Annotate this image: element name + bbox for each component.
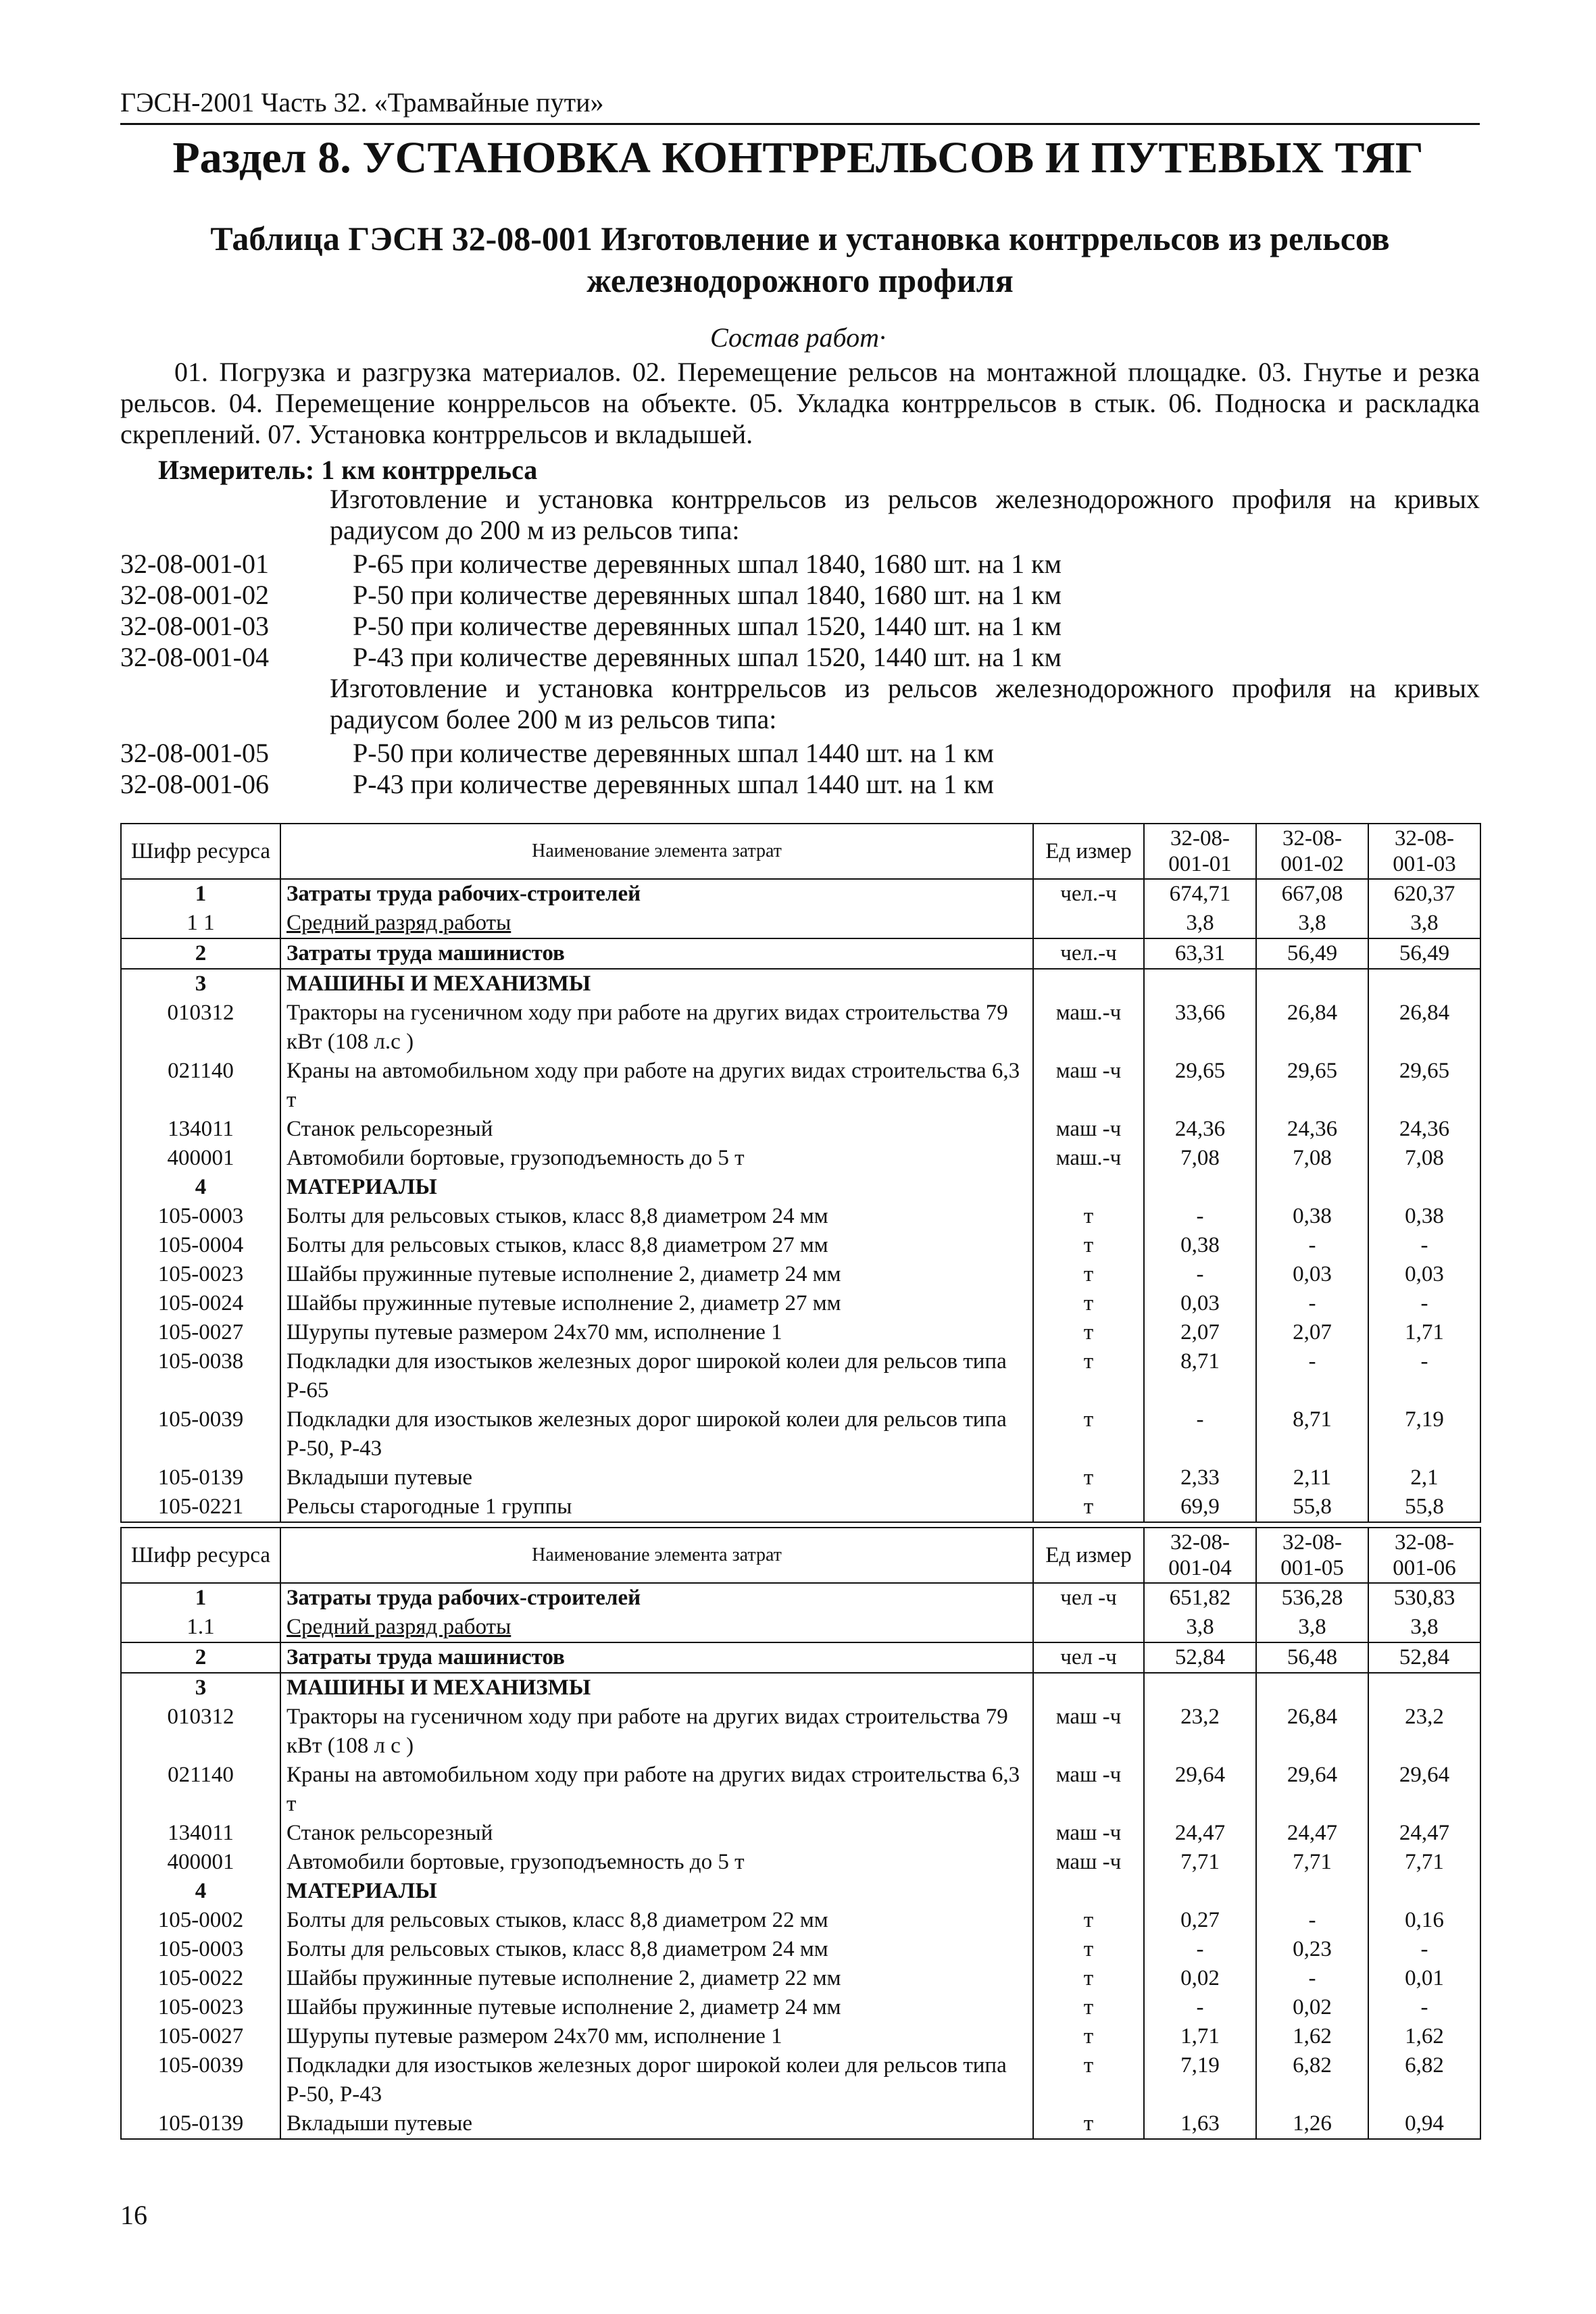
cell-value: 0,38 xyxy=(1368,1202,1480,1231)
cell-code: 4 xyxy=(121,1173,280,1202)
cell-value: 651,82 xyxy=(1144,1583,1256,1613)
cell-unit xyxy=(1033,1613,1144,1642)
cell-unit: чел.-ч xyxy=(1033,938,1144,969)
header-name: Наименование элемента затрат xyxy=(280,824,1033,879)
cell-value: 0,03 xyxy=(1144,1289,1256,1318)
norm-code: 32-08-001-03 xyxy=(120,611,269,641)
cell-value: 29,65 xyxy=(1256,1057,1368,1115)
norm-description: Р-50 при количестве деревянных шпал 1840, 1680 шт. на 1 км xyxy=(353,580,1062,610)
cell-value: 26,84 xyxy=(1256,1703,1368,1761)
cell-value xyxy=(1144,1877,1256,1906)
cell-value: 536,28 xyxy=(1256,1583,1368,1613)
cell-code: 105-0221 xyxy=(121,1492,280,1522)
cell-unit xyxy=(1033,909,1144,938)
cell-code: 105-0039 xyxy=(121,2051,280,2109)
cell-value xyxy=(1368,1673,1480,1703)
cell-unit: чел -ч xyxy=(1033,1583,1144,1613)
cell-name: Шайбы пружинные путевые исполнение 2, диаметр 22 мм xyxy=(280,1964,1033,1993)
norm-code: 32-08-001-06 xyxy=(120,769,269,799)
table-row xyxy=(121,1819,1480,1848)
cell-value: 69,9 xyxy=(1144,1492,1256,1522)
group1-description: Изготовление и установка контррельсов из рельсов железнодорожного профиля на кривых радиусом до 200 м из рельсов типа: xyxy=(330,484,1480,545)
table-row xyxy=(121,999,1480,1057)
cell-code: 105-0004 xyxy=(121,1231,280,1260)
table-row xyxy=(121,969,1480,999)
cell-value: - xyxy=(1368,1231,1480,1260)
cell-value: 24,36 xyxy=(1368,1115,1480,1144)
cell-value: 0,01 xyxy=(1368,1964,1480,1993)
cell-code: 1.1 xyxy=(121,1613,280,1642)
header-col: 32-08-001-05 xyxy=(1256,1528,1368,1583)
cell-value: 2,1 xyxy=(1368,1463,1480,1492)
cell-unit: маш -ч xyxy=(1033,1761,1144,1819)
cell-name: Рельсы старогодные 1 группы xyxy=(280,1492,1033,1522)
table-row xyxy=(121,1231,1480,1260)
cell-unit: т xyxy=(1033,1318,1144,1347)
cell-value: 2,07 xyxy=(1144,1318,1256,1347)
cell-name: МАШИНЫ И МЕХАНИЗМЫ xyxy=(280,1673,1033,1703)
table-row xyxy=(121,2022,1480,2051)
cell-value: - xyxy=(1368,1935,1480,1964)
cell-code: 105-0027 xyxy=(121,2022,280,2051)
cell-code: 1 1 xyxy=(121,909,280,938)
cell-value: 7,19 xyxy=(1368,1405,1480,1463)
table-row xyxy=(121,1289,1480,1318)
table-row xyxy=(121,1115,1480,1144)
header-col: 32-08-001-02 xyxy=(1256,824,1368,879)
cell-value: 2,07 xyxy=(1256,1318,1368,1347)
table-row xyxy=(121,2051,1480,2109)
cell-value: 26,84 xyxy=(1256,999,1368,1057)
cell-value: 1,62 xyxy=(1368,2022,1480,2051)
cell-value: 1,71 xyxy=(1144,2022,1256,2051)
cell-value: 8,71 xyxy=(1256,1405,1368,1463)
cell-value: 55,8 xyxy=(1368,1492,1480,1522)
cell-value: 23,2 xyxy=(1368,1703,1480,1761)
cell-name: МАШИНЫ И МЕХАНИЗМЫ xyxy=(280,969,1033,999)
cell-value: 26,84 xyxy=(1368,999,1480,1057)
cell-name: Подкладки для изостыков железных дорог широкой колеи для рельсов типа Р-50, Р-43 xyxy=(280,1405,1033,1463)
norm-description: Р-43 при количестве деревянных шпал 1520, 1440 шт. на 1 км xyxy=(353,642,1062,672)
cell-code: 1 xyxy=(121,879,280,909)
cell-code: 105-0023 xyxy=(121,1260,280,1289)
cell-unit: т xyxy=(1033,2022,1144,2051)
table-row xyxy=(121,1492,1480,1522)
table-row xyxy=(121,938,1480,969)
cell-name: Вкладыши путевые xyxy=(280,1463,1033,1492)
cell-value: 24,36 xyxy=(1256,1115,1368,1144)
cell-code: 400001 xyxy=(121,1144,280,1173)
cell-unit: т xyxy=(1033,1935,1144,1964)
norm-code: 32-08-001-01 xyxy=(120,549,269,579)
table-row xyxy=(121,909,1480,938)
header-col: 32-08-001-03 xyxy=(1368,824,1480,879)
cell-unit: маш -ч xyxy=(1033,1819,1144,1848)
cell-name: Болты для рельсовых стыков, класс 8,8 диаметром 22 мм xyxy=(280,1906,1033,1935)
cell-unit: маш -ч xyxy=(1033,1057,1144,1115)
table-row xyxy=(121,1993,1480,2022)
running-header: ГЭСН-2001 Часть 32. «Трамвайные пути» xyxy=(120,87,604,118)
cell-value: 0,03 xyxy=(1256,1260,1368,1289)
cell-value: 7,08 xyxy=(1256,1144,1368,1173)
cell-name: Краны на автомобильном ходу при работе на других видах строительства 6,3 т xyxy=(280,1761,1033,1819)
cell-value: 0,38 xyxy=(1144,1231,1256,1260)
table-row xyxy=(121,1761,1480,1819)
cell-unit: т xyxy=(1033,1202,1144,1231)
cell-value: - xyxy=(1256,1231,1368,1260)
cell-name: Затраты труда рабочих-строителей xyxy=(280,879,1033,909)
cell-name: Шурупы путевые размером 24х70 мм, исполнение 1 xyxy=(280,2022,1033,2051)
cell-value: 24,47 xyxy=(1256,1819,1368,1848)
header-rule xyxy=(120,123,1480,125)
cell-unit: т xyxy=(1033,2051,1144,2109)
cell-value: - xyxy=(1256,1906,1368,1935)
code-row xyxy=(120,738,994,769)
table-row xyxy=(121,1673,1480,1703)
norm-description: Р-50 при количестве деревянных шпал 1440 шт. на 1 км xyxy=(353,738,994,768)
cell-unit: т xyxy=(1033,1492,1144,1522)
table-row xyxy=(121,1057,1480,1115)
cell-unit: т xyxy=(1033,1347,1144,1405)
cell-name: Подкладки для изостыков железных дорог широкой колеи для рельсов типа Р-65 xyxy=(280,1347,1033,1405)
cell-name: Средний разряд работы xyxy=(280,909,1033,938)
cell-unit xyxy=(1033,1673,1144,1703)
cell-unit: т xyxy=(1033,1405,1144,1463)
header-col: 32-08-001-04 xyxy=(1144,1528,1256,1583)
cell-value xyxy=(1256,1173,1368,1202)
cell-value: 7,71 xyxy=(1256,1848,1368,1877)
cell-value xyxy=(1368,969,1480,999)
cell-value xyxy=(1368,1877,1480,1906)
cell-value: 6,82 xyxy=(1368,2051,1480,2109)
cell-value: 0,94 xyxy=(1368,2109,1480,2139)
cell-value: - xyxy=(1256,1289,1368,1318)
cell-value: 3,8 xyxy=(1368,1613,1480,1642)
cell-value: 52,84 xyxy=(1144,1642,1256,1673)
code-row xyxy=(120,611,1062,642)
table-row xyxy=(121,2109,1480,2139)
cell-value: 23,2 xyxy=(1144,1703,1256,1761)
cell-value: 0,03 xyxy=(1368,1260,1480,1289)
cell-value: 0,23 xyxy=(1256,1935,1368,1964)
cell-value: 56,49 xyxy=(1256,938,1368,969)
cell-value: 667,08 xyxy=(1256,879,1368,909)
cell-value: 8,71 xyxy=(1144,1347,1256,1405)
code-row xyxy=(120,580,1062,611)
cell-value: 29,64 xyxy=(1368,1761,1480,1819)
table-row xyxy=(121,1347,1480,1405)
cell-unit: маш -ч xyxy=(1033,1848,1144,1877)
cell-name: Вкладыши путевые xyxy=(280,2109,1033,2139)
cell-unit: маш.-ч xyxy=(1033,999,1144,1057)
table-row xyxy=(121,1405,1480,1463)
page-number: 16 xyxy=(120,2200,147,2230)
cell-value: 0,16 xyxy=(1368,1906,1480,1935)
cell-code: 105-0039 xyxy=(121,1405,280,1463)
cell-value: 1,62 xyxy=(1256,2022,1368,2051)
cell-value: 7,71 xyxy=(1368,1848,1480,1877)
cell-name: Затраты труда рабочих-строителей xyxy=(280,1583,1033,1613)
cell-unit: т xyxy=(1033,2109,1144,2139)
cell-code: 010312 xyxy=(121,999,280,1057)
table-row xyxy=(121,1906,1480,1935)
cell-value: 63,31 xyxy=(1144,938,1256,969)
cell-value: 29,65 xyxy=(1144,1057,1256,1115)
cell-value xyxy=(1368,1173,1480,1202)
cell-unit: чел -ч xyxy=(1033,1642,1144,1673)
cell-value: 7,71 xyxy=(1144,1848,1256,1877)
cell-name: Шурупы путевые размером 24х70 мм, исполнение 1 xyxy=(280,1318,1033,1347)
cell-code: 021140 xyxy=(121,1761,280,1819)
cell-value: 2,33 xyxy=(1144,1463,1256,1492)
table-row xyxy=(121,1642,1480,1673)
cell-code: 134011 xyxy=(121,1115,280,1144)
cell-value: 674,71 xyxy=(1144,879,1256,909)
cell-code: 010312 xyxy=(121,1703,280,1761)
cell-value: 56,48 xyxy=(1256,1642,1368,1673)
table-row xyxy=(121,1935,1480,1964)
cell-code: 105-0139 xyxy=(121,1463,280,1492)
header-code: Шифр ресурса xyxy=(121,824,280,879)
cell-unit: т xyxy=(1033,1906,1144,1935)
cell-code: 3 xyxy=(121,1673,280,1703)
cell-value: 1,71 xyxy=(1368,1318,1480,1347)
cell-value: 7,19 xyxy=(1144,2051,1256,2109)
table-row xyxy=(121,1173,1480,1202)
table-row xyxy=(121,1202,1480,1231)
cell-value xyxy=(1144,1173,1256,1202)
cell-value: 3,8 xyxy=(1144,1613,1256,1642)
cell-code: 3 xyxy=(121,969,280,999)
cell-unit: т xyxy=(1033,1260,1144,1289)
code-row xyxy=(120,549,1062,580)
cell-value: 7,08 xyxy=(1368,1144,1480,1173)
cell-value: 29,65 xyxy=(1368,1057,1480,1115)
header-unit: Ед измер xyxy=(1033,824,1144,879)
cell-value: - xyxy=(1144,1260,1256,1289)
cell-value: 29,64 xyxy=(1144,1761,1256,1819)
cell-code: 105-0038 xyxy=(121,1347,280,1405)
cell-value: - xyxy=(1144,1993,1256,2022)
cell-code: 4 xyxy=(121,1877,280,1906)
cell-value xyxy=(1256,969,1368,999)
table-row xyxy=(121,879,1480,909)
cell-code: 105-0027 xyxy=(121,1318,280,1347)
table-row xyxy=(121,1964,1480,1993)
cell-unit: т xyxy=(1033,1231,1144,1260)
cell-name: Автомобили бортовые, грузоподъемность до 5 т xyxy=(280,1144,1033,1173)
cell-unit: т xyxy=(1033,1463,1144,1492)
cell-value: 24,47 xyxy=(1368,1819,1480,1848)
cell-code: 2 xyxy=(121,938,280,969)
norm-code: 32-08-001-04 xyxy=(120,642,269,672)
cell-value: 56,49 xyxy=(1368,938,1480,969)
cell-code: 105-0024 xyxy=(121,1289,280,1318)
cell-unit: маш.-ч xyxy=(1033,1144,1144,1173)
table-row xyxy=(121,1583,1480,1613)
cell-value: 3,8 xyxy=(1256,909,1368,938)
cell-name: Шайбы пружинные путевые исполнение 2, диаметр 24 мм xyxy=(280,1260,1033,1289)
cell-value xyxy=(1256,1877,1368,1906)
cell-value: - xyxy=(1256,1347,1368,1405)
cell-value: 1,63 xyxy=(1144,2109,1256,2139)
cell-value xyxy=(1144,969,1256,999)
table-title: Таблица ГЭСН 32-08-001 Изготовление и установка контррельсов из рельсов железнодорожного профиля xyxy=(210,220,1390,299)
cell-code: 105-0139 xyxy=(121,2109,280,2139)
cell-name: Станок рельсорезный xyxy=(280,1115,1033,1144)
cell-code: 2 xyxy=(121,1642,280,1673)
norm-description: Р-43 при количестве деревянных шпал 1440 шт. на 1 км xyxy=(353,769,994,799)
cell-name: Станок рельсорезный xyxy=(280,1819,1033,1848)
cell-value xyxy=(1144,1673,1256,1703)
cell-name: Автомобили бортовые, грузоподъемность до 5 т xyxy=(280,1848,1033,1877)
cell-value: 7,08 xyxy=(1144,1144,1256,1173)
table-row xyxy=(121,1318,1480,1347)
cell-name: Тракторы на гусеничном ходу при работе на других видах строительства 79 кВт (108 л.с ) xyxy=(280,999,1033,1057)
cell-code: 105-0002 xyxy=(121,1906,280,1935)
header-col: 32-08-001-01 xyxy=(1144,824,1256,879)
cell-value: 1,26 xyxy=(1256,2109,1368,2139)
unit-of-measure: Измеритель: 1 км контррельса xyxy=(158,455,538,485)
cell-value: - xyxy=(1144,1202,1256,1231)
header-code: Шифр ресурса xyxy=(121,1528,280,1583)
norm-description: Р-50 при количестве деревянных шпал 1520, 1440 шт. на 1 км xyxy=(353,611,1062,641)
cell-value: - xyxy=(1368,1993,1480,2022)
cell-name: Затраты труда машинистов xyxy=(280,1642,1033,1673)
cell-code: 105-0022 xyxy=(121,1964,280,1993)
cell-unit xyxy=(1033,969,1144,999)
cell-name: Шайбы пружинные путевые исполнение 2, диаметр 24 мм xyxy=(280,1993,1033,2022)
cell-value: 0,27 xyxy=(1144,1906,1256,1935)
cell-value: 24,47 xyxy=(1144,1819,1256,1848)
table-row xyxy=(121,1877,1480,1906)
cell-value: 24,36 xyxy=(1144,1115,1256,1144)
cell-unit: т xyxy=(1033,1289,1144,1318)
group2-description: Изготовление и установка контррельсов из рельсов железнодорожного профиля на кривых радиусом более 200 м из рельсов типа: xyxy=(330,673,1480,734)
cell-value: - xyxy=(1368,1289,1480,1318)
cell-code: 400001 xyxy=(121,1848,280,1877)
cell-name: Затраты труда машинистов xyxy=(280,938,1033,969)
cell-value: - xyxy=(1256,1964,1368,1993)
code-row xyxy=(120,769,994,800)
cell-value: 3,8 xyxy=(1144,909,1256,938)
table-row xyxy=(121,1848,1480,1877)
cell-name: МАТЕРИАЛЫ xyxy=(280,1877,1033,1906)
cell-value: 2,11 xyxy=(1256,1463,1368,1492)
table-row xyxy=(121,1613,1480,1642)
cell-value: - xyxy=(1144,1405,1256,1463)
cell-value: 0,02 xyxy=(1144,1964,1256,1993)
cell-value: 3,8 xyxy=(1368,909,1480,938)
cell-value: - xyxy=(1368,1347,1480,1405)
norm-description: Р-65 при количестве деревянных шпал 1840, 1680 шт. на 1 км xyxy=(353,549,1062,579)
cell-unit xyxy=(1033,1173,1144,1202)
cell-name: Шайбы пружинные путевые исполнение 2, диаметр 27 мм xyxy=(280,1289,1033,1318)
cell-code: 105-0003 xyxy=(121,1202,280,1231)
cell-unit: т xyxy=(1033,1964,1144,1993)
header-col: 32-08-001-06 xyxy=(1368,1528,1480,1583)
table-row xyxy=(121,1703,1480,1761)
cell-name: Болты для рельсовых стыков, класс 8,8 диаметром 27 мм xyxy=(280,1231,1033,1260)
resource-table-2 xyxy=(120,1527,1481,2140)
cell-name: Болты для рельсовых стыков, класс 8,8 диаметром 24 мм xyxy=(280,1202,1033,1231)
cell-value: - xyxy=(1144,1935,1256,1964)
cell-name: Подкладки для изостыков железных дорог широкой колеи для рельсов типа Р-50, Р-43 xyxy=(280,2051,1033,2109)
cell-value: 33,66 xyxy=(1144,999,1256,1057)
cell-unit: маш -ч xyxy=(1033,1703,1144,1761)
cell-unit: т xyxy=(1033,1993,1144,2022)
norm-code: 32-08-001-02 xyxy=(120,580,269,610)
cell-code: 021140 xyxy=(121,1057,280,1115)
table-row xyxy=(121,1260,1480,1289)
cell-code: 1 xyxy=(121,1583,280,1613)
cell-name: Средний разряд работы xyxy=(280,1613,1033,1642)
cell-value: 530,83 xyxy=(1368,1583,1480,1613)
section-title: Раздел 8. УСТАНОВКА КОНТРРЕЛЬСОВ И ПУТЕВЫХ ТЯГ xyxy=(172,133,1424,182)
cell-value: 620,37 xyxy=(1368,879,1480,909)
cell-value: 29,64 xyxy=(1256,1761,1368,1819)
cell-unit: чел.-ч xyxy=(1033,879,1144,909)
code-row xyxy=(120,642,1062,673)
cell-value xyxy=(1256,1673,1368,1703)
header-name: Наименование элемента затрат xyxy=(280,1528,1033,1583)
cell-value: 6,82 xyxy=(1256,2051,1368,2109)
cell-code: 134011 xyxy=(121,1819,280,1848)
cell-name: Краны на автомобильном ходу при работе на других видах строительства 6,3 т xyxy=(280,1057,1033,1115)
cell-value: 52,84 xyxy=(1368,1642,1480,1673)
table-row xyxy=(121,1144,1480,1173)
norm-code: 32-08-001-05 xyxy=(120,738,269,768)
cell-value: 3,8 xyxy=(1256,1613,1368,1642)
resource-table-1 xyxy=(120,823,1481,1523)
cell-name: Болты для рельсовых стыков, класс 8,8 диаметром 24 мм xyxy=(280,1935,1033,1964)
cell-value: 0,38 xyxy=(1256,1202,1368,1231)
cell-code: 105-0003 xyxy=(121,1935,280,1964)
cell-unit xyxy=(1033,1877,1144,1906)
work-composition-heading: Состав работ· xyxy=(710,322,886,353)
cell-value: 55,8 xyxy=(1256,1492,1368,1522)
table-row xyxy=(121,1463,1480,1492)
cell-name: Тракторы на гусеничном ходу при работе на других видах строительства 79 кВт (108 л с ) xyxy=(280,1703,1033,1761)
header-unit: Ед измер xyxy=(1033,1528,1144,1583)
cell-code: 105-0023 xyxy=(121,1993,280,2022)
cell-name: МАТЕРИАЛЫ xyxy=(280,1173,1033,1202)
cell-unit: маш -ч xyxy=(1033,1115,1144,1144)
work-composition-text: 01. Погрузка и разгрузка материалов. 02. Перемещение рельсов на монтажной площадке. 03. Гнутье и резка рельсов. 04. Перемещение конррельсов на объекте. 05. Укладка контррельсов в стык. 06. Подноска и раскладка скреплений. 07. Установка контррельсов и вкладышей. xyxy=(120,357,1480,449)
cell-value: 0,02 xyxy=(1256,1993,1368,2022)
